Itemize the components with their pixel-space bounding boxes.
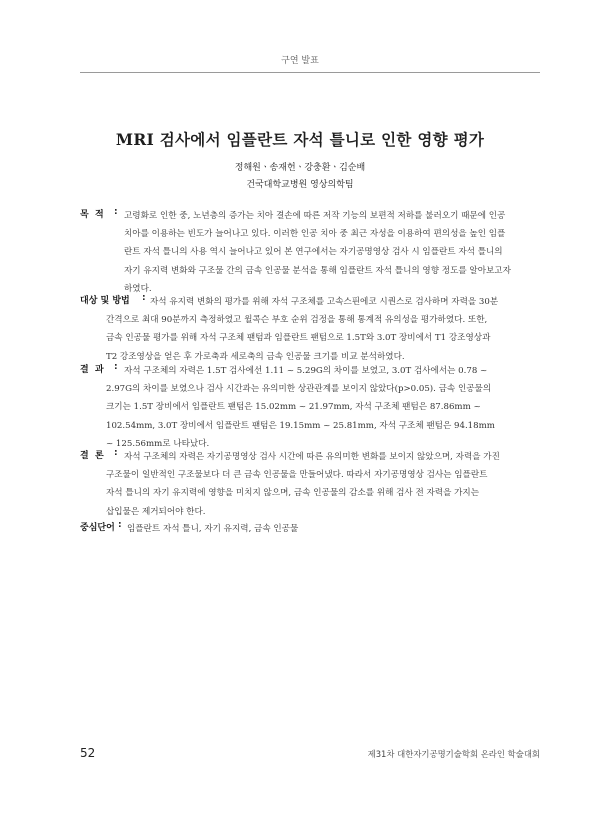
author-affiliation: 건국대학교병원 영상의학팀	[246, 180, 354, 190]
body-line: 하였다.	[124, 283, 152, 294]
section-colon: :	[114, 362, 118, 372]
section-colon: :	[118, 520, 122, 530]
section-methods	[80, 293, 540, 366]
section-label: 결 론	[80, 451, 104, 461]
body-line: 자기 유지력 변화와 구조물 간의 금속 인공물 분석을 통해 임플란트 자석 틀니의 영향 정도를 알아보고자	[124, 265, 511, 276]
section-conclusion	[80, 448, 540, 521]
section-colon: :	[114, 448, 118, 458]
section-body	[80, 362, 540, 453]
body-line: 자석 구조체의 자력은 자기공명영상 검사 시간에 따른 유의미한 변화를 보이지 않았으며, 자력을 가진	[124, 452, 500, 462]
body-line: 자석 유지력 변화의 평가를 위해 자석 구조체를 고속스핀에코 시퀀스로 검사하며 자력을 30분	[150, 297, 499, 307]
conference-name: 제31차 대한자기공명기술학회 온라인 학술대회	[367, 749, 540, 759]
body-line: 임플란트 자석 틀니, 자기 유지력, 금속 인공물	[127, 524, 299, 534]
body-line: 자석 구조체의 자력은 1.5T 검사에선 1.11 ~ 5.29G의 차이를 보였고, 3.0T 검사에서는 0.78 ~	[124, 366, 488, 376]
body-line: 구조물이 일반적인 구조물보다 더 큰 금속 인공물을 만들어냈다. 따라서 자기공명영상 검사는 임플란트	[106, 470, 488, 481]
body-line: 치아를 이용하는 빈도가 늘어나고 있다. 이러한 인공 치아 중 최근 자성을 이용하여 편의성을 높인 임플	[124, 229, 506, 240]
body-line: 고령화로 인한 중, 노년층의 증가는 치아 결손에 따른 저작 기능의 보편적 저하를 불러오기 때문에 인공	[124, 211, 506, 221]
section-colon: :	[114, 207, 118, 217]
body-line: 2.97G의 차이를 보였으나 검사 시간과는 유의미한 상관관계를 보이지 않았다(p>0.05). 금속 인공물의	[106, 384, 492, 395]
body-line: 금속 인공물 평가를 위해 자석 구조체 팬텀과 임플란트 팬텀으로 1.5T와 3.0T 장비에서 T1 강조영상과	[106, 333, 491, 344]
body-line: T2 강조영상을 얻은 후 가로축과 세로축의 금속 인공물 크기를 비교 분석하였다.	[106, 351, 405, 362]
section-body	[80, 520, 540, 538]
section-body	[124, 207, 540, 298]
paper-title: MRI 검사에서 임플란트 자석 틀니로 인한 영향 평가	[115, 130, 485, 149]
section-label: 목 적	[80, 210, 104, 220]
author-list: 정해원ㆍ송재헌ㆍ강충환ㆍ김순배	[234, 163, 366, 173]
body-line: 간격으로 최대 90분까지 측정하였고 윌콕슨 부호 순위 검정을 통해 통계적 유의성을 평가하였다. 또한,	[106, 315, 488, 326]
section-label: 중심단어	[80, 523, 115, 533]
section-colon: :	[142, 293, 146, 303]
body-line: 삽입물은 제거되어야 한다.	[106, 506, 206, 517]
section-label: 결 과	[80, 365, 104, 375]
body-line: 102.54mm, 3.0T 장비에서 임플란트 팬텀은 19.15mm ~ 25.81mm, 자석 구조체 팬텀은 94.18mm	[106, 420, 495, 431]
section-keywords	[80, 520, 540, 538]
section-body	[80, 293, 540, 366]
header-rule	[80, 72, 540, 73]
page-number: 52	[80, 746, 96, 760]
body-line: 자석 틀니의 자기 유지력에 영향을 미치지 않으며, 금속 인공물의 감소를 위해 검사 전 자력을 가지는	[106, 488, 480, 499]
section-purpose	[80, 207, 540, 298]
page-header-label: 구연 발표	[281, 56, 319, 66]
body-line: ~ 125.56mm로 나타났다.	[106, 438, 210, 449]
section-results	[80, 362, 540, 453]
body-line: 란트 자석 틀니의 사용 역시 늘어나고 있어 본 연구에서는 자기공명영상 검사 시 임플란트 자석 틀니의	[124, 247, 503, 258]
section-label: 대상 및 방법	[80, 296, 130, 306]
section-body	[80, 448, 540, 521]
body-line: 크기는 1.5T 장비에서 임플란트 팬텀은 15.02mm ~ 21.97mm, 자석 구조체 팬텀은 87.86mm ~	[106, 402, 481, 413]
